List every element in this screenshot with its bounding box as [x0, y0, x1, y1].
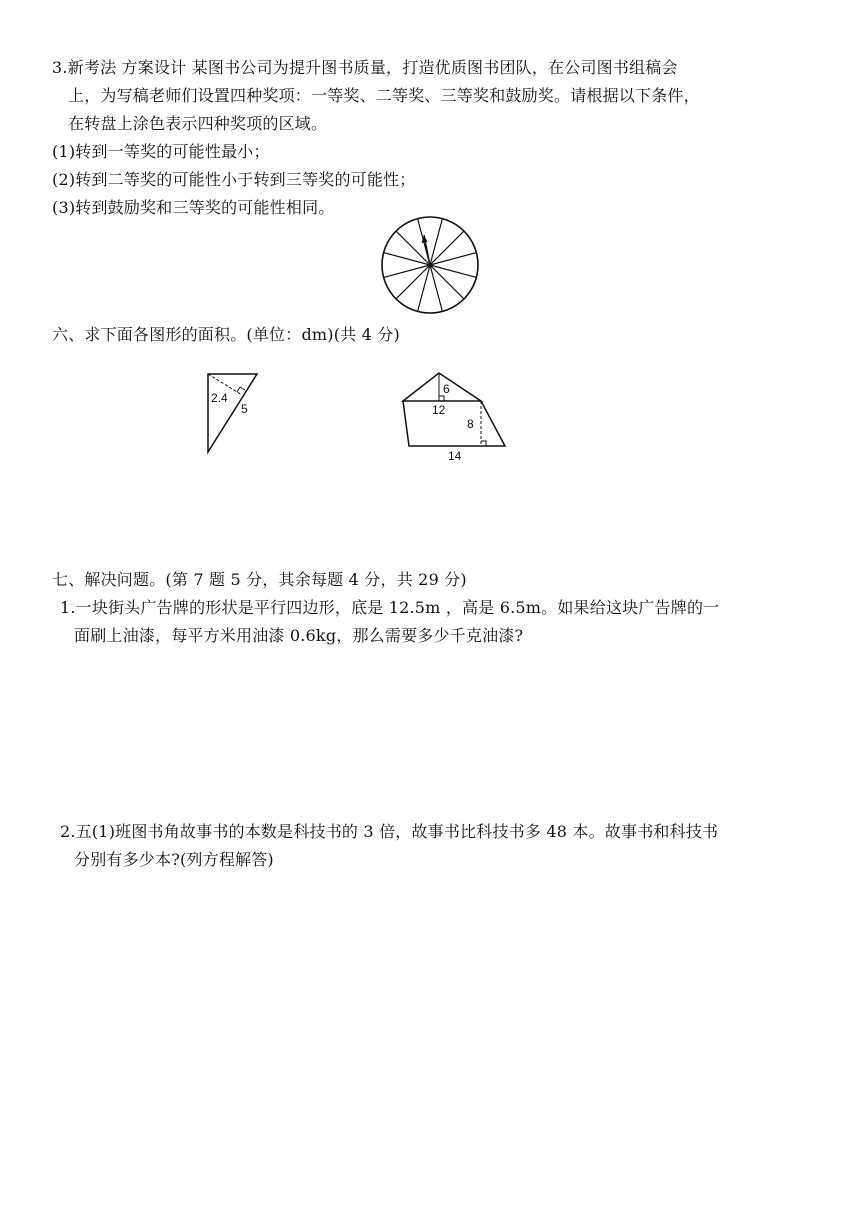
top-height-label: 6	[443, 382, 450, 396]
bottom-width-label: 14	[448, 449, 462, 463]
q3-line-2: 上，为写稿老师们设置四种奖项：一等奖、二等奖、三等奖和鼓励奖。请根据以下条件，	[68, 86, 700, 105]
spinner-wheel[interactable]	[380, 215, 480, 315]
right-angle-mark	[237, 387, 245, 392]
composite-figure	[396, 368, 516, 463]
problem-1-line-1: 1.一块街头广告牌的形状是平行四边形，底是 12.5m ，高是 6.5m。如果给这块广告牌的一	[60, 598, 720, 617]
problem-2-line-1: 2.五(1)班图书角故事书的本数是科技书的 3 倍，故事书比科技书多 48 本。故事书和科技书	[60, 822, 719, 841]
triangle-figure	[200, 366, 270, 462]
trapezoid-outline	[403, 401, 505, 446]
q3-condition-3: (3)转到鼓励奖和三等奖的可能性相同。	[52, 198, 335, 217]
q3-line-1: 3.新考法 方案设计 某图书公司为提升图书质量，打造优质图书团队，在公司图书组稿会	[52, 58, 678, 77]
top-triangle-outline	[403, 373, 481, 401]
triangle-outline	[208, 374, 257, 452]
q3-condition-2: (2)转到二等奖的可能性小于转到三等奖的可能性；	[52, 170, 416, 189]
section-6-title: 六、求下面各图形的面积。(单位：dm)(共 4 分)	[52, 325, 400, 344]
q3-line-3: 在转盘上涂色表示四种奖项的区域。	[68, 114, 328, 133]
mid-width-label: 12	[432, 403, 446, 417]
trapezoid-height-label: 8	[467, 417, 474, 431]
triangle-height-label: 2.4	[211, 391, 228, 405]
section-7-title: 七、解决问题。(第 7 题 5 分，其余每题 4 分，共 29 分)	[52, 570, 467, 589]
triangle-side-label: 5	[241, 402, 248, 416]
problem-2-line-2: 分别有多少本?(列方程解答)	[74, 850, 274, 869]
problem-1-line-2: 面刷上油漆，每平方米用油漆 0.6kg，那么需要多少千克油漆?	[74, 626, 524, 645]
q3-condition-1: (1)转到一等奖的可能性最小；	[52, 142, 270, 161]
